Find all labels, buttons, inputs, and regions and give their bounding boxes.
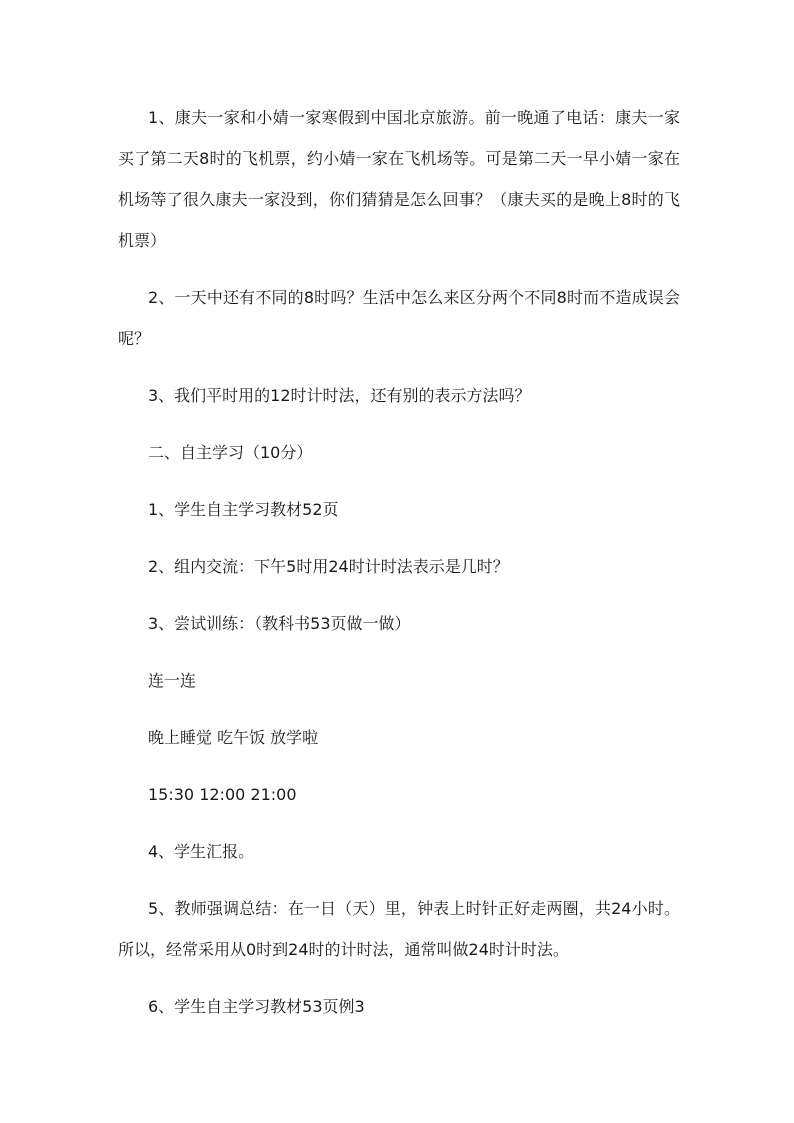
paragraph-match-title: 连一连	[148, 671, 197, 690]
paragraph-step-6: 6、学生自主学习教材53页例3	[148, 997, 365, 1016]
document-body	[118, 97, 680, 1043]
paragraph-story: 1、康夫一家和小婧一家寒假到中国北京旅游。前一晚通了电话：康夫一家买了第二天8时的飞机票，约小婧一家在飞机场等。可是第二天一早小婧一家在机场等了很久康夫一家没到，你们猜猜是怎么回事？（康夫买的是晚上8时的飞机票）	[118, 108, 680, 250]
paragraph-step-4: 4、学生汇报。	[148, 842, 255, 861]
paragraph-step-1: 1、学生自主学习教材52页	[148, 500, 339, 519]
paragraph-step-5-summary: 5、教师强调总结：在一日（天）里，钟表上时针正好走两圈，共24小时。所以，经常采用从0时到24时的计时法，通常叫做24时计时法。	[118, 899, 680, 959]
section-heading-self-study: 二、自主学习（10分）	[148, 443, 313, 462]
paragraph-question-12-hour: 3、我们平时用的12时计时法，还有别的表示方法吗？	[148, 386, 531, 405]
paragraph-match-times: 15:30 12:00 21:00	[148, 785, 297, 804]
paragraph-step-2: 2、组内交流：下午5时用24时计时法表示是几时？	[148, 557, 509, 576]
paragraph-question-8-oclock: 2、一天中还有不同的8时吗？生活中怎么来区分两个不同8时而不造成误会呢？	[118, 288, 680, 348]
paragraph-step-3: 3、尝试训练：（教科书53页做一做）	[148, 614, 411, 633]
paragraph-match-activities: 晚上睡觉 吃午饭 放学啦	[148, 728, 319, 747]
